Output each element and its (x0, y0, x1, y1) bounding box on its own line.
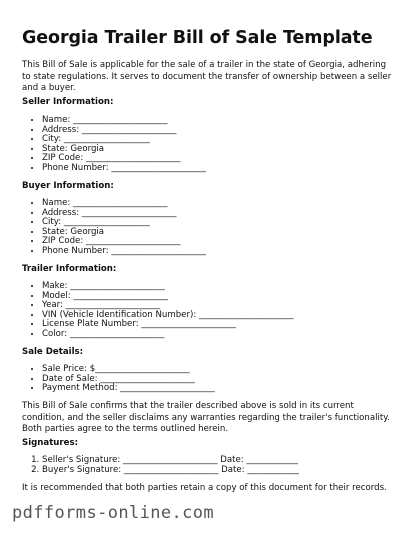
buyer-zip-field: • ZIP Code: ______________________ (42, 237, 206, 247)
buyer-fields (22, 199, 206, 257)
closing-note: It is recommended that both parties retain a copy of this document for their records. (22, 483, 387, 493)
buyer-phone-field: • Phone Number: ______________________ (42, 247, 206, 257)
trailer-heading: Trailer Information: (22, 264, 117, 274)
document-title: Georgia Trailer Bill of Sale Template (22, 28, 373, 48)
sale-fields (22, 365, 215, 394)
buyer-address-field: • Address: ______________________ (42, 209, 206, 219)
buyer-name-field: • Name: ______________________ (42, 199, 206, 209)
watermark: pdfforms-online.com (12, 503, 215, 523)
buyer-city-field: • City: ____________________ (42, 218, 206, 228)
seller-zip-field: • ZIP Code: ______________________ (42, 154, 206, 164)
seller-name-field: • Name: ______________________ (42, 116, 206, 126)
payment-method-field: • Payment Method: ______________________ (42, 384, 215, 394)
buyer-state-field: • State: Georgia (42, 228, 206, 238)
trailer-make-field: • Make: ______________________ (42, 282, 294, 292)
seller-state-field: • State: Georgia (42, 145, 206, 155)
trailer-vin-field: • VIN (Vehicle Identification Number): ______________________ (42, 311, 294, 321)
buyer-signature-line: 2. Buyer's Signature: ______________________ Date: ____________ (42, 466, 299, 476)
seller-address-field: • Address: ______________________ (42, 126, 206, 136)
confirmation-paragraph: This Bill of Sale confirms that the trailer described above is sold in its current condition, and the seller disclaims any warranties regarding the trailer's functionality. Both parties agree to the terms outlined herein. (22, 401, 390, 435)
seller-phone-field: • Phone Number: ______________________ (42, 164, 206, 174)
signatures-heading: Signatures: (22, 438, 79, 448)
seller-heading: Seller Information: (22, 97, 114, 107)
seller-city-field: • City: ____________________ (42, 135, 206, 145)
intro-paragraph: This Bill of Sale is applicable for the sale of a trailer in the state of Georgia, adhering to state regulations. It serves to document the transfer of ownership between a seller and a buyer. (22, 60, 392, 94)
seller-fields (22, 116, 206, 174)
sale-heading: Sale Details: (22, 347, 84, 357)
seller-signature-line: 1. Seller's Signature: ______________________ Date: ____________ (42, 456, 299, 466)
trailer-model-field: • Model: ______________________ (42, 292, 294, 302)
trailer-year-field: • Year: ______________________ (42, 301, 294, 311)
sale-date-field: • Date of Sale: ______________________ (42, 375, 215, 385)
trailer-color-field: • Color: ______________________ (42, 330, 294, 340)
buyer-heading: Buyer Information: (22, 181, 114, 191)
sale-price-field: • Sale Price: $______________________ (42, 365, 215, 375)
signature-fields (22, 456, 299, 475)
trailer-plate-field: • License Plate Number: ______________________ (42, 320, 294, 330)
trailer-fields (22, 282, 294, 340)
